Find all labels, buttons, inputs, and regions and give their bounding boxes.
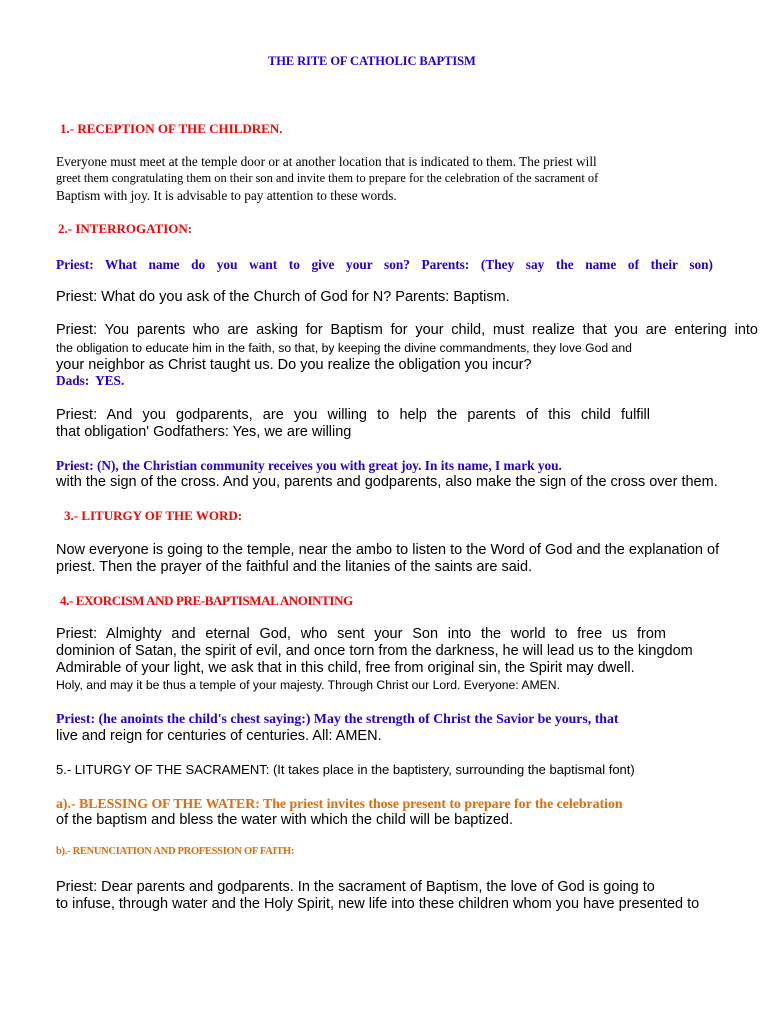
dialogue-line: Priest: (N), the Christian community receives you with great joy. In its name, I mark you. xyxy=(56,458,562,473)
paragraph-line: dominion of Satan, the spirit of evil, and once torn from the darkness, he will lead us to the kingdom xyxy=(56,643,693,659)
paragraph-line: to infuse, through water and the Holy Spirit, new life into these children whom you have presented to xyxy=(56,896,700,912)
paragraph-line: the obligation to educate him in the faith, so that, by keeping the divine commandments, they love God and xyxy=(56,341,632,355)
paragraph-line: greet them congratulating them on their son and invite them to prepare for the celebration of the sacrament of xyxy=(56,171,599,185)
paragraph-line: Priest: What do you ask of the Church of God for N? Parents: Baptism. xyxy=(56,289,510,305)
dialogue-line: Priest: What name do you want to give your son? Parents: (They say the name of their son) xyxy=(56,257,713,272)
paragraph-line: your neighbor as Christ taught us. Do you realize the obligation you incur? xyxy=(56,357,532,373)
dialogue-line: Dads: YES. xyxy=(56,373,125,388)
paragraph-line: Everyone must meet at the temple door or at another location that is indicated to them. The priest will xyxy=(56,154,597,169)
paragraph-line: Priest: And you godparents, are you willing to help the parents of this child fulfill xyxy=(56,407,650,423)
paragraph-line: Baptism with joy. It is advisable to pay attention to these words. xyxy=(56,188,397,203)
subsection-heading-blessing: a).- BLESSING OF THE WATER: The priest invites those present to prepare for the celebration xyxy=(56,796,623,811)
paragraph-line: priest. Then the prayer of the faithful and the litanies of the saints are said. xyxy=(56,559,533,575)
paragraph-line: Admirable of your light, we ask that in this child, free from original sin, the Spirit may dwell. xyxy=(56,660,635,676)
paragraph-line: with the sign of the cross. And you, parents and godparents, also make the sign of the cross over them. xyxy=(56,474,718,490)
section-heading-exorcism: 4.- EXORCISM AND PRE-BAPTISMAL ANOINTING xyxy=(60,593,353,608)
paragraph-line: of the baptism and bless the water with which the child will be baptized. xyxy=(56,812,513,828)
document-title: THE RITE OF CATHOLIC BAPTISM xyxy=(268,54,476,68)
section-heading-liturgy-word: 3.- LITURGY OF THE WORD: xyxy=(64,508,243,523)
paragraph-line: live and reign for centuries of centuries. All: AMEN. xyxy=(56,728,382,744)
dialogue-line: Priest: (he anoints the child's chest saying:) May the strength of Christ the Savior be yours, that xyxy=(56,711,619,726)
paragraph-line: Priest: Almighty and eternal God, who sent your Son into the world to free us from xyxy=(56,626,666,642)
subsection-heading-renunciation: b).- RENUNCIATION AND PROFESSION OF FAITH: xyxy=(56,846,295,857)
paragraph-line: Now everyone is going to the temple, near the ambo to listen to the Word of God and the explanation of xyxy=(56,542,720,558)
section-heading-interrogation: 2.- INTERROGATION: xyxy=(58,221,193,236)
paragraph-line: Holy, and may it be thus a temple of your majesty. Through Christ our Lord. Everyone: AMEN. xyxy=(56,678,560,692)
paragraph-line: that obligation' Godfathers: Yes, we are willing xyxy=(56,424,352,440)
paragraph-line: Priest: You parents who are asking for Baptism for your child, must realize that you are entering into xyxy=(56,322,758,338)
section-heading-reception: 1.- RECEPTION OF THE CHILDREN. xyxy=(60,121,283,136)
paragraph-line: Priest: Dear parents and godparents. In the sacrament of Baptism, the love of God is going to xyxy=(56,879,655,895)
section-heading-liturgy-sacrament: 5.- LITURGY OF THE SACRAMENT: (It takes place in the baptistery, surrounding the baptismal font) xyxy=(56,762,635,777)
